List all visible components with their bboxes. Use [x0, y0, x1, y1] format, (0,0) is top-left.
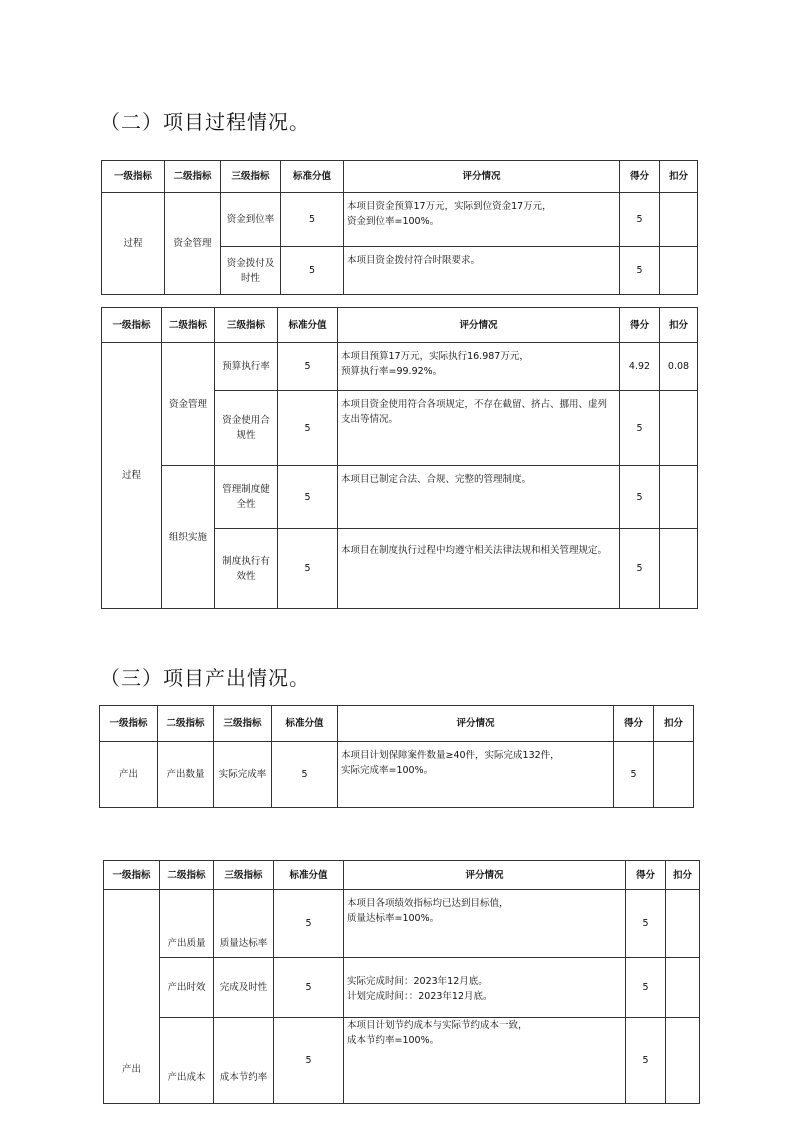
score-cell: 5 [614, 742, 654, 808]
table-row [102, 193, 698, 247]
output-table-2 [103, 860, 700, 1104]
level3-cell: 制度执行有效性 [215, 529, 278, 609]
table-row [100, 742, 694, 808]
evaluation-cell [344, 247, 620, 295]
section-title-output: （三）项目产出情况。 [100, 666, 310, 690]
level1-cell: 产出 [104, 890, 160, 1104]
header-level1: 一级指标 [102, 308, 162, 343]
level2-cell: 产出时效 [160, 958, 214, 1018]
standard-cell: 5 [281, 247, 344, 295]
score-cell: 5 [626, 1018, 666, 1104]
standard-cell: 5 [274, 1018, 344, 1104]
evaluation-line: 本项目预算17万元，实际执行16.987万元， [341, 351, 529, 362]
evaluation-line: 实际完成时间：2023年12月底。 [347, 976, 488, 987]
evaluation-line: 计划完成时间：：2023年12月底。 [347, 991, 493, 1002]
header-level2: 二级指标 [158, 706, 214, 742]
process-table-1 [101, 160, 698, 295]
table-row [104, 1018, 700, 1104]
evaluation-line: 本项目计划节约成本与实际节约成本一致， [347, 1020, 528, 1031]
header-evaluation: 评分情况 [338, 308, 620, 343]
level2-cell: 产出质量 [160, 890, 214, 958]
table-header-row [102, 308, 698, 343]
evaluation-cell [338, 742, 614, 808]
level3-cell: 资金使用合规性 [215, 391, 278, 466]
header-level2: 二级指标 [160, 861, 214, 890]
header-standard: 标准分值 [278, 308, 338, 343]
table-header-row [104, 861, 700, 890]
level1-cell: 产出 [100, 742, 158, 808]
deduct-cell [666, 890, 700, 958]
process-table-2 [101, 307, 698, 609]
score-cell: 5 [620, 193, 660, 247]
header-level1: 一级指标 [104, 861, 160, 890]
evaluation-cell [344, 958, 626, 1018]
evaluation-cell [338, 391, 620, 466]
header-level3: 三级指标 [214, 706, 272, 742]
evaluation-line: 资金到位率=100%。 [347, 216, 440, 227]
evaluation-line: 本项目在制度执行过程中均遵守相关法律法规和相关管理规定。 [341, 545, 608, 556]
header-score: 得分 [620, 161, 660, 193]
evaluation-cell [338, 343, 620, 391]
standard-cell: 5 [278, 529, 338, 609]
header-score: 得分 [620, 308, 660, 343]
header-standard: 标准分值 [274, 861, 344, 890]
evaluation-line: 本项目计划保障案件数量≥40件，实际完成132件， [341, 750, 560, 761]
table-row [104, 890, 700, 958]
score-cell: 5 [620, 391, 660, 466]
header-level1: 一级指标 [100, 706, 158, 742]
table-row [102, 466, 698, 529]
standard-cell: 5 [281, 193, 344, 247]
evaluation-cell [344, 890, 626, 958]
level2-cell: 资金管理 [165, 193, 221, 295]
header-deduct: 扣分 [660, 161, 698, 193]
standard-cell: 5 [278, 343, 338, 391]
header-evaluation: 评分情况 [344, 861, 626, 890]
table-header-row [100, 706, 694, 742]
header-deduct: 扣分 [666, 861, 700, 890]
evaluation-line: 预算执行率=99.92%。 [341, 366, 443, 377]
evaluation-line: 质量达标率=100%。 [347, 913, 440, 924]
score-cell: 5 [626, 890, 666, 958]
level3-cell: 资金到位率 [221, 193, 281, 247]
standard-cell: 5 [278, 391, 338, 466]
level3-cell: 成本节约率 [214, 1018, 274, 1104]
standard-cell: 5 [274, 958, 344, 1018]
evaluation-line: 本项目资金拨付符合时限要求。 [347, 255, 481, 266]
level1-cell: 过程 [102, 193, 165, 295]
standard-cell: 5 [278, 466, 338, 529]
evaluation-line: 成本节约率=100%。 [347, 1035, 440, 1046]
evaluation-cell [338, 466, 620, 529]
section-title-process: （二）项目过程情况。 [100, 110, 310, 134]
header-level3: 三级指标 [221, 161, 281, 193]
score-cell: 5 [620, 529, 660, 609]
header-level3: 三级指标 [214, 861, 274, 890]
level2-cell: 组织实施 [162, 466, 215, 609]
standard-cell: 5 [272, 742, 338, 808]
level3-cell: 资金拨付及时性 [221, 247, 281, 295]
level3-cell: 实际完成率 [214, 742, 272, 808]
output-table-1 [99, 705, 694, 808]
header-level2: 二级指标 [162, 308, 215, 343]
header-deduct: 扣分 [654, 706, 694, 742]
level3-cell: 质量达标率 [214, 890, 274, 958]
header-deduct: 扣分 [660, 308, 698, 343]
deduct-cell [666, 958, 700, 1018]
header-standard: 标准分值 [272, 706, 338, 742]
evaluation-line: 本项目资金使用符合各项规定，不存在截留、挤占、挪用、虚列支出等情况。 [341, 399, 608, 425]
header-score: 得分 [614, 706, 654, 742]
score-cell: 5 [620, 466, 660, 529]
header-evaluation: 评分情况 [338, 706, 614, 742]
deduct-cell [660, 466, 698, 529]
deduct-cell [660, 529, 698, 609]
evaluation-cell [344, 193, 620, 247]
deduct-cell [660, 391, 698, 466]
level2-cell: 产出成本 [160, 1018, 214, 1104]
evaluation-cell [338, 529, 620, 609]
deduct-cell [654, 742, 694, 808]
table-row [102, 343, 698, 391]
evaluation-line: 本项目已制定合法、合规、完整的管理制度。 [341, 474, 532, 485]
level3-cell: 管理制度健全性 [215, 466, 278, 529]
deduct-cell [660, 247, 698, 295]
evaluation-line: 本项目资金预算17万元，实际到位资金17万元， [347, 201, 552, 212]
standard-cell: 5 [274, 890, 344, 958]
header-level3: 三级指标 [215, 308, 278, 343]
header-standard: 标准分值 [281, 161, 344, 193]
header-evaluation: 评分情况 [344, 161, 620, 193]
level2-cell: 资金管理 [162, 343, 215, 466]
level3-cell: 完成及时性 [214, 958, 274, 1018]
evaluation-line: 本项目各项绩效指标均已达到目标值， [347, 898, 509, 909]
score-cell: 5 [626, 958, 666, 1018]
deduct-cell: 0.08 [660, 343, 698, 391]
table-row [104, 958, 700, 1018]
header-level2: 二级指标 [165, 161, 221, 193]
level3-cell: 预算执行率 [215, 343, 278, 391]
table-header-row [102, 161, 698, 193]
score-cell: 4.92 [620, 343, 660, 391]
deduct-cell [666, 1018, 700, 1104]
level1-cell: 过程 [102, 343, 162, 609]
level2-cell: 产出数量 [158, 742, 214, 808]
evaluation-line: 实际完成率=100%。 [341, 765, 434, 776]
header-level1: 一级指标 [102, 161, 165, 193]
score-cell: 5 [620, 247, 660, 295]
header-score: 得分 [626, 861, 666, 890]
evaluation-cell [344, 1018, 626, 1104]
deduct-cell [660, 193, 698, 247]
